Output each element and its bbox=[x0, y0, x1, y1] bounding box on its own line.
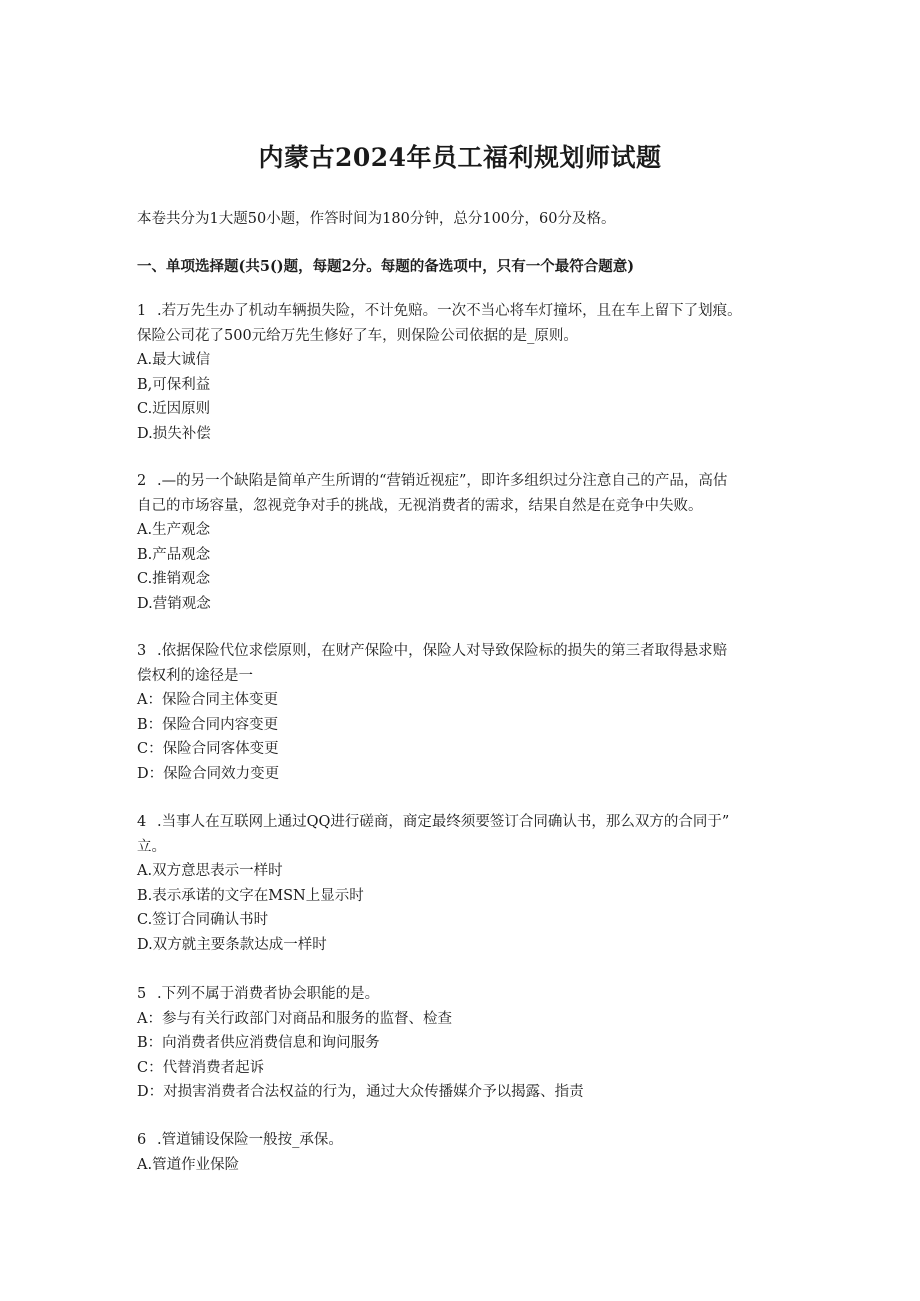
question-text-line: .依据保险代位求偿原则，在财产保险中，保险人对导致保险标的损失的第三者取得悬求赔 bbox=[157, 643, 728, 659]
option-c: C.推销观念 bbox=[137, 571, 211, 587]
document-title: 内蒙古2024年员工福利规划师试题 bbox=[258, 143, 662, 172]
option-d: D.双方就主要条款达成一样时 bbox=[137, 936, 327, 953]
section-heading: 一、单项选择题(共5()题，每题2分。每题的备选项中，只有一个最符合题意) bbox=[137, 258, 635, 275]
question-number: 6 bbox=[137, 1132, 147, 1148]
question-text-line: .当事人在互联网上通过QQ进行磋商，商定最终须要签订合同确认书，那么双方的合同于” bbox=[157, 814, 730, 830]
option-a: A.双方意思表示一样时 bbox=[137, 863, 283, 879]
option-d: D.损失补偿 bbox=[137, 425, 211, 442]
question-1 bbox=[137, 299, 787, 446]
question-stem bbox=[137, 810, 787, 835]
question-text-line: .管道铺设保险一般按_承保。 bbox=[157, 1132, 343, 1148]
question-stem bbox=[137, 469, 787, 494]
question-stem bbox=[137, 1128, 787, 1153]
option-a: A.最大诚信 bbox=[137, 352, 211, 368]
option-a: A.生产观念 bbox=[137, 522, 211, 538]
option-b: B：向消费者供应消费信息和询问服务 bbox=[137, 1035, 380, 1051]
option-b: B.表示承诺的文字在MSN上显示时 bbox=[137, 887, 364, 904]
question-number: 4 bbox=[137, 814, 147, 830]
question-text-line: .下列不属于消费者协会职能的是。 bbox=[157, 986, 380, 1002]
question-text-line: 保险公司花了500元给万先生修好了车，则保险公司依据的是_原则。 bbox=[137, 327, 578, 344]
option-b: B：保险合同内容变更 bbox=[137, 716, 279, 733]
question-stem bbox=[137, 639, 787, 664]
option-d: D：对损害消费者合法权益的行为，通过大众传播媒介予以揭露、指责 bbox=[137, 1084, 584, 1100]
option-a: A：参与有关行政部门对商品和服务的监督、检查 bbox=[137, 1010, 452, 1027]
option-c: C：保险合同客体变更 bbox=[137, 741, 279, 757]
question-text-line: 自己的市场容量，忽视竞争对手的挑战，无视消费者的需求，结果自然是在竞争中失败。 bbox=[137, 497, 703, 514]
option-b: B,可保利益 bbox=[137, 376, 211, 393]
option-c: C.近因原则 bbox=[137, 401, 211, 417]
question-5 bbox=[137, 982, 787, 1105]
question-stem bbox=[137, 982, 787, 1007]
question-3 bbox=[137, 639, 787, 786]
option-a: A：保险合同主体变更 bbox=[137, 692, 278, 708]
option-d: D.营销观念 bbox=[137, 595, 211, 612]
question-text-line: .—的另一个缺陷是简单产生所谓的“营销近视症”，即许多组织过分注意自己的产品，高估 bbox=[157, 473, 728, 489]
option-c: C.签订合同确认书时 bbox=[137, 912, 269, 928]
question-number: 5 bbox=[137, 986, 147, 1002]
question-text-line: .若万先生办了机动车辆损失险，不计免赔。一次不当心将车灯撞坏，且在车上留下了划痕。 bbox=[157, 303, 742, 319]
question-text-line: 立。 bbox=[137, 838, 166, 855]
question-number: 3 bbox=[137, 643, 147, 659]
option-a: A.管道作业保险 bbox=[137, 1156, 240, 1173]
option-d: D：保险合同效力变更 bbox=[137, 765, 280, 782]
question-number: 1 bbox=[137, 303, 147, 319]
question-4 bbox=[137, 810, 787, 957]
option-c: C：代替消费者起诉 bbox=[137, 1059, 265, 1076]
exam-intro: 本卷共分为1大题50小题，作答时间为180分钟，总分100分，60分及格。 bbox=[137, 211, 616, 227]
question-text-line: 偿权利的途径是一 bbox=[137, 667, 253, 684]
question-number: 2 bbox=[137, 473, 147, 489]
question-stem bbox=[137, 299, 787, 324]
option-b: B.产品观念 bbox=[137, 546, 211, 563]
question-2 bbox=[137, 469, 787, 616]
question-6 bbox=[137, 1128, 787, 1177]
